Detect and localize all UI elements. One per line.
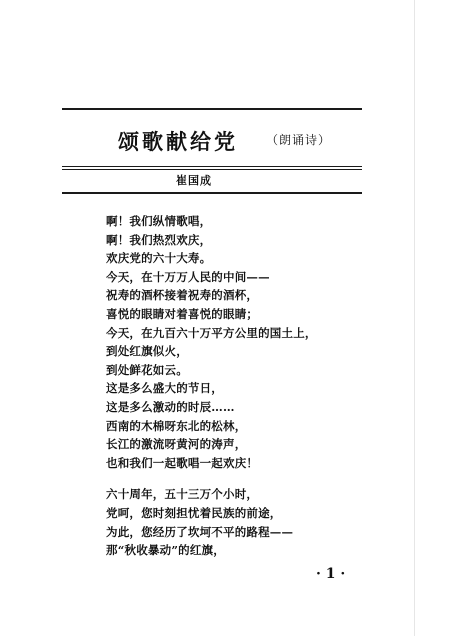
poem-title: 颂歌献给党 xyxy=(118,129,238,154)
poem-line: 今天，在九百六十万平方公里的国土上， xyxy=(106,325,317,340)
stanza xyxy=(106,212,366,472)
poem-line: 欢庆党的六十大寿。 xyxy=(106,251,212,266)
title-underline-rule-2 xyxy=(62,169,362,170)
poem-genre-label: （朗诵诗） xyxy=(266,133,332,147)
poem-line: 六十周年，五十三万个小时， xyxy=(106,487,259,502)
poem-line: 到处红旗似火， xyxy=(106,344,188,359)
poem-line: 西南的木棉呀东北的松林， xyxy=(106,418,247,433)
poem-line: 到处鲜花如云。 xyxy=(106,362,188,377)
poem-line: 这是多么盛大的节日， xyxy=(106,381,223,396)
title-underline-rule xyxy=(62,166,362,167)
poem-line: 这是多么激动的时辰…… xyxy=(106,399,235,414)
scan-edge xyxy=(414,0,415,636)
stanza xyxy=(106,485,366,559)
author-underline-rule xyxy=(62,192,362,194)
poem-body xyxy=(106,212,366,560)
poem-line: 长江的激流呀黄河的涛声， xyxy=(106,437,247,452)
poem-line: 为此，您经历了坎坷不平的路程—— xyxy=(106,524,294,539)
poem-line: 喜悦的眼睛对着喜悦的眼睛； xyxy=(106,306,259,321)
poem-line: 祝寿的酒杯接着祝寿的酒杯， xyxy=(106,288,259,303)
poem-line: 啊！我们热烈欢庆， xyxy=(106,232,212,247)
page-number: · 1 · xyxy=(316,566,346,582)
author-name: 崔国成 xyxy=(176,174,212,187)
poem-line: 那“秋收暴动”的红旗， xyxy=(106,543,225,558)
poem-line: 也和我们一起歌唱一起欢庆！ xyxy=(106,455,259,470)
poem-line: 党呵，您时刻担忧着民族的前途， xyxy=(106,505,282,520)
poem-line: 啊！我们纵情歌唱， xyxy=(106,214,212,228)
poem-line: 今天，在十万万人民的中间—— xyxy=(106,269,270,284)
top-rule xyxy=(62,108,362,110)
